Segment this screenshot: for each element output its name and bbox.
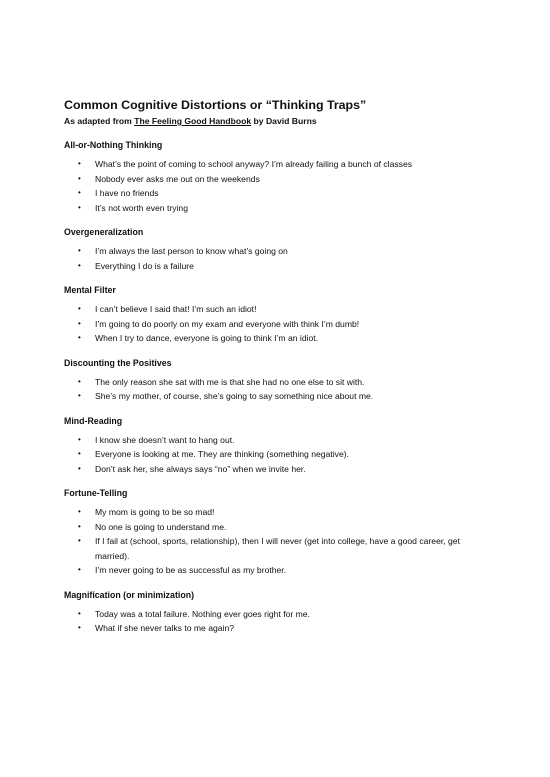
list-item-text: I’m going to do poorly on my exam and everyone with think I’m dumb! — [95, 318, 360, 329]
list-item — [64, 534, 484, 563]
section-heading: Discounting the Positives — [64, 357, 172, 368]
list-item — [64, 505, 484, 520]
bullet-list — [64, 607, 484, 636]
list-item-text: I have no friends — [95, 188, 159, 198]
list-item — [64, 157, 484, 172]
list-item-text: If I fail at (school, sports, relationship), then I will never (get into college, have a good career, get married). — [95, 536, 460, 561]
list-item-text: When I try to dance, everyone is going to think I’m an idiot. — [95, 333, 319, 343]
section — [64, 357, 484, 404]
list-item-text: My mom is going to be so mad! — [95, 507, 215, 517]
list-item — [64, 201, 484, 216]
subtitle-suffix: by David Burns — [251, 116, 317, 126]
list-item-text: Today was a total failure. Nothing ever goes right for me. — [95, 608, 310, 619]
list-item-text: I know she doesn’t want to hang out. — [95, 434, 235, 445]
list-item-text: I’m always the last person to know what’s going on — [95, 246, 288, 256]
list-item-text: The only reason she sat with me is that she had no one else to sit with. — [95, 376, 365, 387]
list-item-text: I’m never going to be as successful as my brother. — [95, 565, 287, 575]
bullet-list — [64, 302, 484, 346]
section-heading: Mind-Reading — [64, 415, 123, 426]
list-item — [64, 389, 484, 404]
section-heading: Overgeneralization — [64, 227, 144, 237]
section-heading: Mental Filter — [64, 285, 116, 295]
section-heading: All-or-Nothing Thinking — [64, 140, 163, 150]
bullet-icon: • — [78, 333, 81, 342]
bullet-icon: • — [78, 434, 81, 444]
list-item — [64, 186, 484, 201]
bullet-icon: • — [78, 376, 81, 386]
list-item — [64, 607, 484, 622]
list-item-text: She’s my mother, of course, she’s going to say something nice about me. — [95, 391, 374, 401]
list-item — [64, 331, 484, 346]
list-item-text: What if she never talks to me again? — [95, 623, 235, 633]
document-page — [64, 98, 484, 636]
list-item — [64, 317, 484, 332]
bullet-icon: • — [78, 304, 81, 313]
list-item-text: Everything I do is a failure — [95, 260, 194, 271]
list-item-text: Don’t ask her, she always says “no” when we invite her. — [95, 463, 306, 474]
list-item — [64, 302, 484, 317]
bullet-list — [64, 375, 484, 404]
bullet-icon: • — [78, 173, 81, 183]
list-item — [64, 172, 484, 187]
document-subtitle — [64, 115, 484, 127]
bullet-list — [64, 244, 484, 273]
list-item-text: I can’t believe I said that! I’m such an idiot! — [95, 304, 257, 314]
bullet-icon: • — [78, 521, 81, 531]
section — [64, 415, 484, 477]
list-item-text: What’s the point of coming to school anyway? I’m already failing a bunch of classes — [95, 159, 413, 169]
bullet-icon: • — [78, 507, 81, 516]
bullet-icon: • — [78, 608, 81, 618]
section — [64, 284, 484, 346]
bullet-list — [64, 157, 484, 215]
section — [64, 589, 484, 636]
bullet-icon: • — [78, 202, 81, 212]
list-item-text: Everyone is looking at me. They are thinking (something negative). — [95, 449, 349, 459]
section — [64, 139, 484, 215]
bullet-icon: • — [78, 536, 81, 545]
list-item-text: It’s not worth even trying — [95, 202, 188, 213]
subtitle-prefix: As adapted from — [64, 116, 135, 126]
sections-list — [64, 139, 484, 636]
list-item — [64, 375, 484, 390]
bullet-icon: • — [78, 159, 81, 168]
bullet-icon: • — [78, 623, 81, 632]
bullet-icon: • — [78, 391, 81, 400]
list-item — [64, 621, 484, 636]
list-item-text: Nobody ever asks me out on the weekends — [95, 173, 260, 184]
list-item — [64, 259, 484, 274]
bullet-icon: • — [78, 188, 81, 197]
list-item — [64, 433, 484, 448]
bullet-icon: • — [78, 246, 81, 255]
section-heading: Fortune-Telling — [64, 488, 128, 498]
section — [64, 226, 484, 273]
list-item — [64, 520, 484, 535]
section-heading: Magnification (or minimization) — [64, 589, 194, 600]
bullet-icon: • — [78, 260, 81, 270]
book-title: The Feeling Good Handbook — [134, 116, 252, 126]
list-item — [64, 447, 484, 462]
document-title: Common Cognitive Distortions or “Thinking Traps” — [64, 98, 367, 112]
list-item — [64, 462, 484, 477]
bullet-icon: • — [78, 318, 81, 328]
bullet-icon: • — [78, 565, 81, 574]
section — [64, 487, 484, 578]
bullet-icon: • — [78, 463, 81, 473]
list-item — [64, 244, 484, 259]
bullet-list — [64, 433, 484, 477]
list-item-text: No one is going to understand me. — [95, 521, 227, 532]
bullet-list — [64, 505, 484, 578]
bullet-icon: • — [78, 449, 81, 458]
list-item — [64, 563, 484, 578]
